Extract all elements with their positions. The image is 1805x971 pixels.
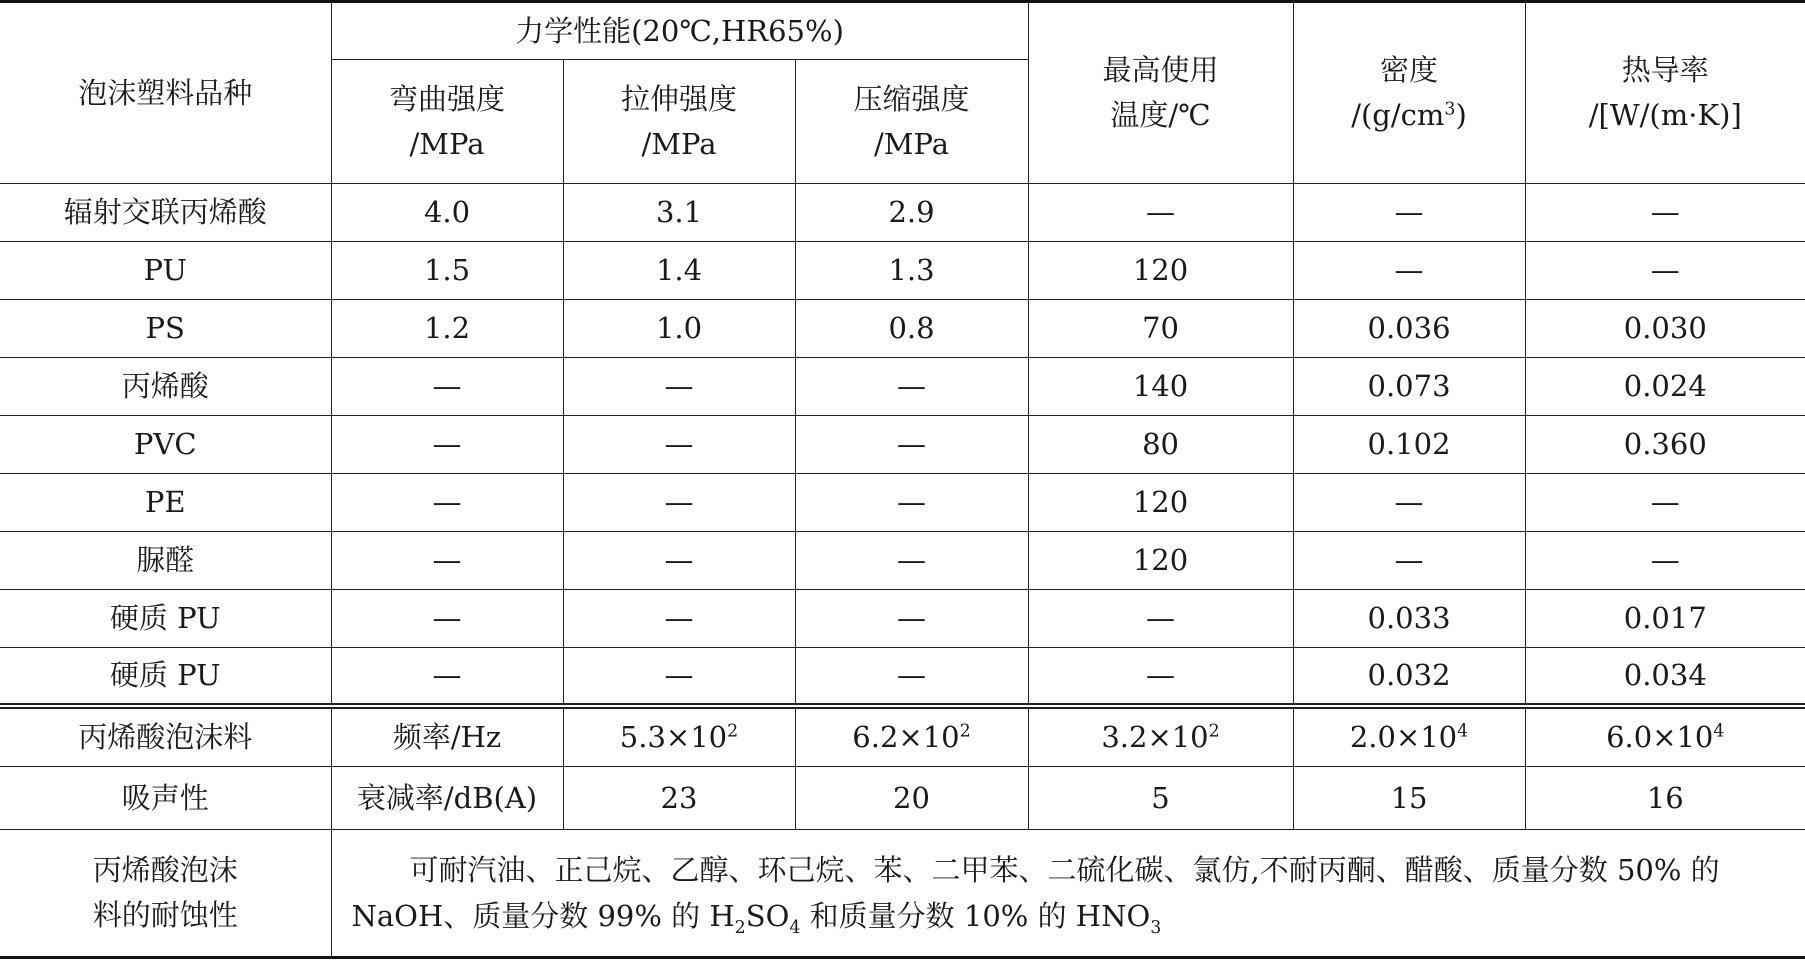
header-density-line2 <box>1294 93 1525 138</box>
header-mechanical-group-text: 力学性能(20℃,HR65%) <box>515 13 844 48</box>
table-row <box>0 184 1805 242</box>
compress-cell: — <box>795 474 1028 532</box>
table-row <box>0 358 1805 416</box>
table-row <box>0 416 1805 474</box>
corrosion-resistance-row <box>0 830 1805 958</box>
conductivity-cell: — <box>1525 532 1805 590</box>
header-bend-strength <box>331 60 563 184</box>
compress-cell: 1.3 <box>795 242 1028 300</box>
table-row <box>0 532 1805 590</box>
frequency-value <box>795 706 1028 767</box>
foam-name-cell: PVC <box>0 416 331 474</box>
foam-name-cell: PE <box>0 474 331 532</box>
max-temp-cell: — <box>1028 648 1293 706</box>
foam-name-cell: PU <box>0 242 331 300</box>
max-temp-cell: 140 <box>1028 358 1293 416</box>
tensile-cell: 1.0 <box>563 300 795 358</box>
bend-cell: — <box>331 532 563 590</box>
bend-cell: 4.0 <box>331 184 563 242</box>
header-row-1 <box>0 2 1805 60</box>
tensile-cell: 1.4 <box>563 242 795 300</box>
density-cell: 0.032 <box>1293 648 1525 706</box>
table-row <box>0 300 1805 358</box>
table-row <box>0 474 1805 532</box>
tensile-cell: — <box>563 474 795 532</box>
table-row <box>0 242 1805 300</box>
max-temp-cell: 120 <box>1028 242 1293 300</box>
bend-cell: 1.2 <box>331 300 563 358</box>
header-conductivity-line2: /[W/(m·K)] <box>1588 98 1742 132</box>
table-row <box>0 590 1805 648</box>
acoustic-label-top: 丙烯酸泡沫料 <box>0 706 331 767</box>
frequency-exponent: 2 <box>727 721 739 742</box>
foam-name-cell: 辐射交联丙烯酸 <box>0 184 331 242</box>
attenuation-value: 5 <box>1028 767 1293 830</box>
tensile-cell: — <box>563 532 795 590</box>
acoustic-frequency-row <box>0 706 1805 767</box>
conductivity-cell: 0.030 <box>1525 300 1805 358</box>
max-temp-cell: 120 <box>1028 532 1293 590</box>
header-tensile-line1: 拉伸强度 <box>620 81 737 116</box>
frequency-times: ×10 <box>1147 719 1209 754</box>
frequency-mantissa: 3.2 <box>1101 719 1148 754</box>
corrosion-label-line1: 丙烯酸泡沫 <box>92 853 238 888</box>
foam-name-cell: 丙烯酸 <box>0 358 331 416</box>
frequency-mantissa: 5.3 <box>619 719 666 754</box>
conductivity-cell: — <box>1525 184 1805 242</box>
bend-cell: — <box>331 474 563 532</box>
frequency-exponent: 2 <box>1208 721 1220 742</box>
compress-cell: — <box>795 358 1028 416</box>
frequency-exponent: 2 <box>959 721 971 742</box>
frequency-mantissa: 2.0 <box>1349 719 1396 754</box>
corrosion-description <box>331 830 1805 958</box>
tensile-cell: 3.1 <box>563 184 795 242</box>
attenuation-value: 20 <box>795 767 1028 830</box>
compress-cell: 0.8 <box>795 300 1028 358</box>
attenuation-label: 衰减率/dB(A) <box>331 767 563 830</box>
frequency-value <box>1525 706 1805 767</box>
density-cell: 0.073 <box>1293 358 1525 416</box>
frequency-times: ×10 <box>1395 719 1458 754</box>
frequency-times: ×10 <box>665 719 728 754</box>
header-max-temp-line1: 最高使用 <box>1102 53 1219 88</box>
header-mechanical-group <box>331 2 1028 60</box>
compress-cell: — <box>795 648 1028 706</box>
foam-name-cell: 脲醛 <box>0 532 331 590</box>
conductivity-cell: 0.024 <box>1525 358 1805 416</box>
header-bend-line2: /MPa <box>409 126 485 161</box>
bend-cell: — <box>331 358 563 416</box>
header-tensile-strength <box>563 60 795 184</box>
bend-cell: — <box>331 590 563 648</box>
header-density-line1: 密度 <box>1380 53 1439 88</box>
density-cell: — <box>1293 532 1525 590</box>
frequency-mantissa: 6.0 <box>1606 719 1653 754</box>
foam-name-cell: PS <box>0 300 331 358</box>
density-cell: 0.036 <box>1293 300 1525 358</box>
corrosion-text-b: SO <box>745 899 790 933</box>
header-density-exponent: 3 <box>1444 99 1456 120</box>
header-foam-type-text: 泡沫塑料品种 <box>78 75 253 110</box>
frequency-exponent: 4 <box>1457 721 1469 742</box>
compress-cell: — <box>795 532 1028 590</box>
tensile-cell: — <box>563 358 795 416</box>
corrosion-sub-4: 4 <box>789 917 801 938</box>
tensile-cell: — <box>563 416 795 474</box>
frequency-value <box>563 706 795 767</box>
header-compress-strength <box>795 60 1028 184</box>
compress-cell: — <box>795 416 1028 474</box>
bend-cell: — <box>331 648 563 706</box>
conductivity-cell: 0.034 <box>1525 648 1805 706</box>
bend-cell: — <box>331 416 563 474</box>
corrosion-sub-3: 3 <box>1150 917 1162 938</box>
conductivity-cell: — <box>1525 242 1805 300</box>
conductivity-cell: — <box>1525 474 1805 532</box>
density-cell: — <box>1293 242 1525 300</box>
density-cell: — <box>1293 184 1525 242</box>
bend-cell: 1.5 <box>331 242 563 300</box>
header-density-close: ) <box>1455 98 1467 132</box>
frequency-value <box>1028 706 1293 767</box>
corrosion-label-line2: 料的耐蚀性 <box>92 898 238 932</box>
foam-name-cell: 硬质 PU <box>0 648 331 706</box>
corrosion-text-c: 和质量分数 10% 的 HNO <box>800 899 1151 933</box>
header-compress-line1: 压缩强度 <box>853 81 970 116</box>
frequency-times: ×10 <box>1652 719 1714 754</box>
header-density <box>1293 2 1525 184</box>
header-max-temp-line2: 温度/℃ <box>1110 98 1211 132</box>
header-conductivity <box>1525 2 1805 184</box>
header-density-unit: /(g/cm <box>1351 98 1445 132</box>
compress-cell: 2.9 <box>795 184 1028 242</box>
frequency-exponent: 4 <box>1713 721 1725 742</box>
tensile-cell: — <box>563 590 795 648</box>
max-temp-cell: 80 <box>1028 416 1293 474</box>
density-cell: 0.102 <box>1293 416 1525 474</box>
header-max-temp <box>1028 2 1293 184</box>
header-bend-line1: 弯曲强度 <box>388 81 505 116</box>
acoustic-attenuation-row <box>0 767 1805 830</box>
header-foam-type <box>0 2 331 184</box>
conductivity-cell: 0.360 <box>1525 416 1805 474</box>
header-conductivity-line1: 热导率 <box>1621 53 1709 88</box>
frequency-times: ×10 <box>898 719 960 754</box>
max-temp-cell: 70 <box>1028 300 1293 358</box>
corrosion-text-a: 可耐汽油、正己烷、乙醇、环己烷、苯、二甲苯、二硫化碳、氯仿,不耐丙酮、醋酸、质量分数 50% 的 NaOH、质量分数 99% 的 H <box>351 852 1720 933</box>
frequency-label: 频率/Hz <box>331 706 563 767</box>
density-cell: 0.033 <box>1293 590 1525 648</box>
acoustic-label-bottom: 吸声性 <box>0 767 331 830</box>
frequency-mantissa: 6.2 <box>852 719 899 754</box>
density-cell: — <box>1293 474 1525 532</box>
attenuation-value: 16 <box>1525 767 1805 830</box>
conductivity-cell: 0.017 <box>1525 590 1805 648</box>
max-temp-cell: 120 <box>1028 474 1293 532</box>
compress-cell: — <box>795 590 1028 648</box>
header-tensile-line2: /MPa <box>641 126 717 161</box>
corrosion-label <box>0 830 331 958</box>
frequency-value <box>1293 706 1525 767</box>
corrosion-sub-2: 2 <box>734 917 746 938</box>
table-row <box>0 648 1805 706</box>
max-temp-cell: — <box>1028 184 1293 242</box>
max-temp-cell: — <box>1028 590 1293 648</box>
attenuation-value: 15 <box>1293 767 1525 830</box>
foam-name-cell: 硬质 PU <box>0 590 331 648</box>
attenuation-value: 23 <box>563 767 795 830</box>
header-compress-line2: /MPa <box>874 126 949 161</box>
tensile-cell: — <box>563 648 795 706</box>
